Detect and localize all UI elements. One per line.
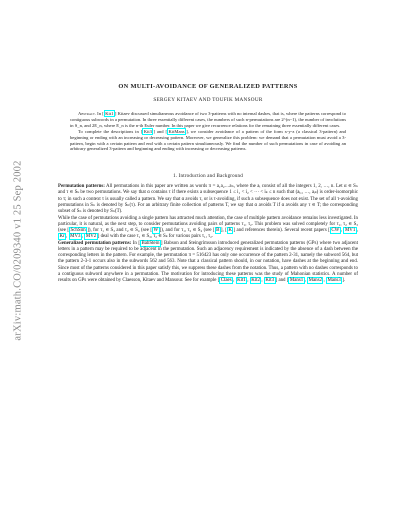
paragraph-text: , bbox=[247, 277, 250, 283]
citation-link[interactable]: MV3 bbox=[70, 234, 81, 240]
abstract-label: Abstract. bbox=[78, 111, 96, 116]
citation-link[interactable]: Kit3 bbox=[143, 128, 152, 134]
paragraph-text: , bbox=[323, 277, 326, 283]
citation-link[interactable]: Kit2 bbox=[251, 277, 260, 283]
paragraph-text: Babson and Steingrímsson introduced generalized permutation patterns (GPs) where two adjacent letters in a pattern may be required to be adjacent in the permutation. Such an adjacency requirement is indicated by the absence of a dash between the corresponding letters in the pattern. For example, the permutation π = 516423 has only one occurrence of the pattern 2-31, namely the subword 564, but the pattern 2-3-1 occurs also in the subwords 562 and 563. Note that a classical pattern should, in our notation, have dashes at the beginning and end. Since most of the patterns considered in this paper satisfy this, we suppress these dashes from the notation. Thus, a pattern with no dashes corresponds to a contiguous subword anywhere in a permutation. The motivation for introducing these patterns was the study of Mahonian statistics. A number of results on GPs were obtained by Claesson, Kitaev and Mansour. See for example bbox=[58, 241, 358, 283]
citation-link[interactable]: Mans3 bbox=[327, 277, 341, 283]
paragraph-text: deal with the case τ₁ ∈ S₃, τ₂ ∈ Sₖ for various pairs τ₁, τ₂. bbox=[99, 234, 214, 240]
citation-link[interactable]: Kit3 bbox=[265, 277, 275, 283]
citation-link[interactable]: Mans2 bbox=[308, 277, 322, 283]
paragraph-text: , bbox=[66, 234, 69, 240]
abstract-text: In bbox=[97, 111, 103, 116]
paragraph-text: In bbox=[131, 241, 139, 247]
citation-link[interactable]: MV2 bbox=[85, 234, 97, 240]
paragraph-multiple-avoidance: While the case of permutations avoiding a single pattern has attracted much attention, the case of multiple pattern avoidance remains less investigated. In particular, it is natural, as the next step, to consider permutations avoiding pairs of patterns τ₁, τ₂. This problem was solved completely for τ₁, τ₂ ∈ S₃ (see [ SchSim ]), for τ₁ ∈ S₃ and τ₂ ∈ S₄ (see [ W ]), and for τ₁, τ₂ ∈ S₄ (see [ B ], [ K ] and references therein). Several recent papers [ CW , MV1 , Kr , MV3 , MV2 ] deal with the case τ₁ ∈ S₃, τ₂ ∈ Sₖ for various pairs τ₁, τ₂. bbox=[58, 215, 358, 240]
paragraph-text: , bbox=[356, 228, 358, 233]
paper-page bbox=[58, 83, 358, 284]
abstract-text: Kitaev discussed simultaneous avoidance of two 3-patterns with no internal dashes, that is, where the patterns correspond to contiguous subwords in a permutation. In three essentially different cases, the numbers of such n-permutations are 2^(n−1), the number of involutions in S_n, and 2E_n, where E_n is the n-th Euler number. In this paper we give recurrence relations for the remaining three essentially different cases. bbox=[70, 111, 347, 128]
citation-link[interactable]: W bbox=[153, 228, 159, 233]
paragraph-text: , bbox=[81, 234, 85, 240]
citation-link[interactable]: Kr bbox=[59, 234, 65, 240]
paragraph-text: , bbox=[222, 228, 226, 233]
paragraph-text: While the case of permutations avoiding a single pattern has attracted much attention, the case of multiple pattern avoidance remains less investigated. In particular, it is natural, as the next step, to consider permutations avoiding pairs of patterns τ₁, τ₂. This problem was solved completely for τ₁, τ₂ ∈ S₃ (see bbox=[58, 215, 358, 233]
section-heading: 1. Introduction and Background bbox=[173, 174, 243, 180]
paragraph-text: ), for τ₁ ∈ S₃ and τ₂ ∈ S₄ (see bbox=[88, 228, 151, 233]
paper-authors: SERGEY KITAEV AND TOUFIK MANSOUR bbox=[153, 97, 263, 103]
abstract bbox=[70, 111, 346, 152]
paragraph-text: , bbox=[261, 277, 264, 283]
citation-link[interactable]: B bbox=[216, 228, 220, 233]
abstract-text: and bbox=[154, 128, 166, 134]
abstract-paragraph-2: To complete the descriptions in [ Kit3 ] and [ KitMans ], we consider avoidance of a pattern of the form x-y-z (a classical 3-pattern) and beginning or ending with an increasing or decreasing pattern. Moreover, we generalize this problem: we demand that a permutation must avoid a 3-pattern, begin with a certain pattern and end with a certain pattern simultaneously. We find the number of such permutations in case of avoiding an arbitrary generalized 3-pattern and beginning and ending with increasing or decreasing patterns. bbox=[70, 128, 346, 152]
abstract-text: , we consider avoidance of a pattern of the form x-y-z (a classical 3-pattern) and beginning or ending with an increasing or decreasing pattern. Moreover, we generalize this problem: we demand that a permutation must avoid a 3-pattern, begin with a certain pattern and end with a certain pattern simultaneously. We find the number of such permutations in case of avoiding an arbitrary generalized 3-pattern and beginning and ending with increasing or decreasing patterns. bbox=[70, 128, 346, 152]
citation-link[interactable]: BabStein bbox=[141, 241, 160, 247]
paragraph-text: and references therein). Several recent papers bbox=[235, 228, 329, 233]
paragraph-text: ), and for τ₁, τ₂ ∈ S₄ (see bbox=[161, 228, 213, 233]
abstract-paragraph-1: Abstract. In [ Kit1 ] Kitaev discussed simultaneous avoidance of two 3-patterns with no internal dashes, that is, where the patterns correspond to contiguous subwords in a permutation. In three essentially different cases, the numbers of such n-permutations are 2^(n−1), the number of involutions in S_n, and 2E_n, where E_n is the n-th Euler number. In this paper we give recurrence relations for the remaining three essentially different cases. bbox=[70, 111, 347, 128]
paragraph-text: , bbox=[340, 228, 344, 233]
arxiv-identifier bbox=[8, 130, 28, 370]
paragraph-lead: Permutation patterns: bbox=[58, 184, 105, 190]
citation-link[interactable]: SchSim bbox=[70, 228, 86, 233]
paragraph-lead: Generalized permutation patterns: bbox=[58, 241, 132, 247]
paragraph-generalized-patterns: Generalized permutation patterns: In [ BabStein ] Babson and Steingrímsson introduced generalized permutation patterns (GPs) where two adjacent letters in a pattern may be required to be adjacent in the permutation. Such an adjacency requirement is indicated by the absence of a dash between the corresponding letters in the pattern. For example, the permutation π = 516423 has only one occurrence of the pattern 2-31, namely the subword 564, but the pattern 2-3-1 occurs also in the subwords 562 and 563. Note that a classical pattern should, in our notation, have dashes at the beginning and end. Since most of the patterns considered in this paper satisfy this, we suppress these dashes from the notation. Thus, a pattern with no dashes corresponds to a contiguous subword anywhere in a permutation. The motivation for introducing these patterns was the study of Mahonian statistics. A number of results on GPs were obtained by Claesson, Kitaev and Mansour. See for example [ Claes , Kit1 , Kit2 , Kit3 ] and [ Mans1 , Mans2 , Mans3 ]. bbox=[58, 241, 358, 283]
citation-link[interactable]: Kit1 bbox=[105, 111, 114, 116]
citation-link[interactable]: KitMans bbox=[168, 128, 185, 134]
paragraph-text: , bbox=[233, 277, 236, 283]
citation-link[interactable]: Claes bbox=[220, 277, 232, 283]
citation-link[interactable]: Kit1 bbox=[237, 277, 246, 283]
paper-title: ON MULTI-AVOIDANCE OF GENERALIZED PATTERNS bbox=[118, 83, 298, 90]
abstract-text: To complete the descriptions in bbox=[78, 128, 141, 134]
citation-link[interactable]: Mans1 bbox=[289, 277, 304, 283]
paragraph-text: All permutations in this paper are written as words π = a₁a₂…aₙ, where the aᵢ consist of all the integers 1, 2, …, n. Let α ∈ Sₙ and τ ∈ Sₖ be two permutations. We say that α contains τ if there exists a subsequence 1 ≤ i₁ < i₂ < ⋯ < iₖ ≤ n such that (aᵢ₁, …, aᵢₖ) is order-isomorphic to τ; in such a context τ is usually called a pattern. We say that α avoids τ, or is τ-avoiding, if such a subsequence does not exist. The set of all τ-avoiding permutations in Sₙ is denoted by Sₙ(τ). For an arbitrary finite collection of patterns T, we say that α avoids T if α avoids any τ ∈ T; the corresponding subset of Sₙ is denoted by Sₙ(T). bbox=[58, 184, 358, 214]
paragraph-text: and bbox=[277, 277, 287, 283]
citation-link[interactable]: CW bbox=[331, 228, 340, 233]
paragraph-text: . bbox=[343, 277, 346, 283]
citation-link[interactable]: MV1 bbox=[344, 228, 356, 233]
paragraph-text: , bbox=[304, 277, 308, 283]
arxiv-identifier-text: arXiv:math.CO/0209340 v1 25 Sep 2002 bbox=[12, 159, 24, 341]
paragraph-permutation-patterns bbox=[58, 184, 358, 214]
citation-link[interactable]: K bbox=[228, 228, 232, 233]
